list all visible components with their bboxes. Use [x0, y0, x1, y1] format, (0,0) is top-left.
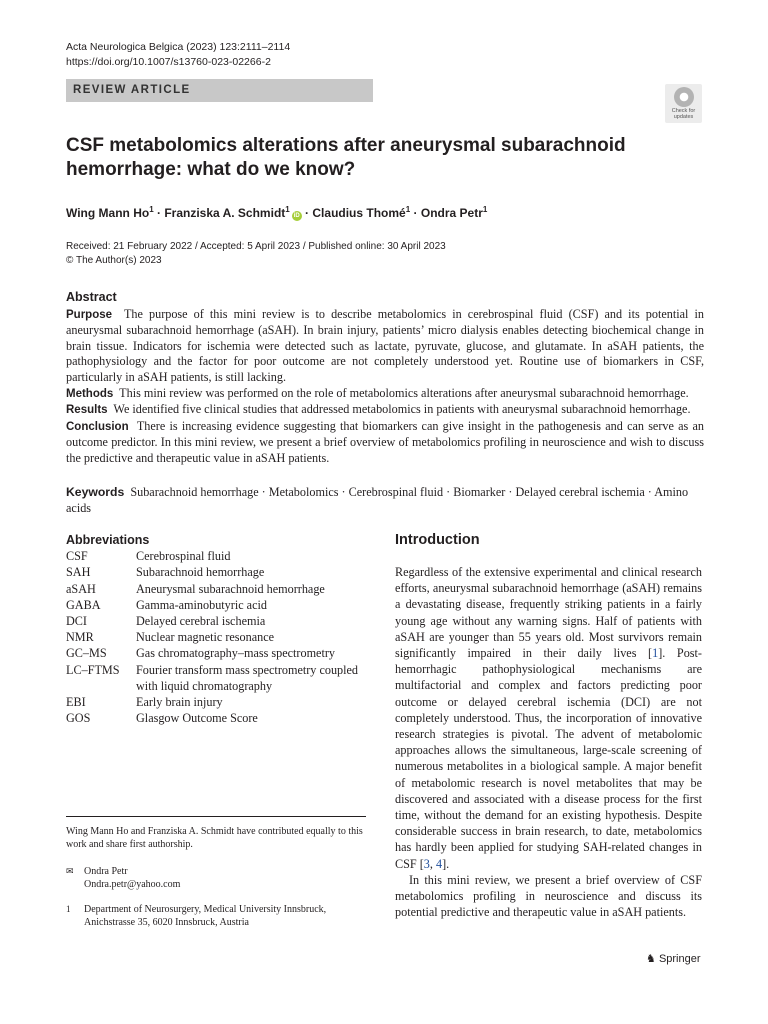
abbreviation-term: CSF — [66, 549, 88, 564]
journal-citation: Acta Neurologica Belgica (2023) 123:2111–2114 — [66, 41, 291, 53]
citation-separator: , — [429, 856, 436, 871]
footnote-divider — [66, 816, 366, 817]
abbreviation-row — [66, 597, 366, 613]
conclusion-label: Conclusion — [66, 420, 129, 433]
abbreviation-definition: Fourier transform mass spectrometry coupled with liquid chromatography — [136, 662, 359, 693]
intro-text: Regardless of the extensive experimental and clinical research efforts, aneurysmal subarachnoid hemorrhage (aSAH) remains a devastating disease, frequently striking patients in a fairly young age without any warning signs. Half of patients with aSAH are younger than 55 years old. Most survivors remain significantly impaired in their daily lives [ — [395, 565, 702, 661]
affiliation-text: Department of Neurosurgery, Medical University Innsbruck, Anichstrasse 35, 6020 Innsbruck, Austria — [84, 904, 327, 928]
abbreviation-definition: Subarachnoid hemorrhage — [136, 565, 265, 580]
check-for-updates-icon — [674, 87, 694, 107]
envelope-icon: ✉ — [66, 866, 74, 876]
abbreviation-definition: Delayed cerebral ischemia — [136, 614, 266, 629]
abbreviation-term: EBI — [66, 695, 86, 710]
abbreviation-term: GC–MS — [66, 646, 107, 661]
author-name[interactable]: Claudius Thomé — [312, 206, 406, 220]
methods-text: This mini review was performed on the role of metabolomics alterations after aneurysmal subarachnoid hemorrhage. — [119, 385, 689, 400]
equal-contribution-footnote: Wing Mann Ho and Franziska A. Schmidt have contributed equally to this work and share first authorship. — [66, 826, 363, 850]
abstract-purpose — [66, 307, 704, 386]
intro-text: ]. — [442, 856, 450, 871]
affiliation-mark: 1 — [405, 205, 411, 214]
affiliation-mark: 1 — [482, 205, 488, 214]
purpose-text: The purpose of this mini review is to describe metabolomics in cerebrospinal fluid (CSF) and its potential in aneurysmal subarachnoid hemorrhage (aSAH). In brain injury, patients’ micro dialysis enables detecting biochemical change in brain tissue. Indicators for ischemia were detected such as lactate, pyruvate, glucose, and glutamate. In aSAH patients, the pathophysiology and the factor for poor outcome are not completely understood yet. Routine use of biomarkers in CSF, particularly in aSAH patients, is still lacking. — [66, 306, 704, 384]
citation-link[interactable]: 3 — [423, 856, 430, 871]
publication-dates — [66, 240, 446, 268]
abbreviation-row — [66, 548, 366, 564]
abbreviation-definition: Glasgow Outcome Score — [136, 711, 258, 726]
abbreviation-term: NMR — [66, 630, 94, 645]
abbreviation-row — [66, 694, 366, 710]
results-text: We identified five clinical studies that addressed metabolomics in patients with aneurysmal subarachnoid hemorrhage. — [113, 402, 691, 417]
citation-link[interactable]: 4 — [435, 856, 443, 871]
affiliation-number: 1 — [66, 904, 71, 914]
abbreviation-row — [66, 564, 366, 580]
history-dates: Received: 21 February 2022 / Accepted: 5 April 2023 / Published online: 30 April 2023 — [66, 241, 446, 252]
introduction-paragraph — [395, 564, 702, 872]
check-updates-line2: updates — [673, 114, 694, 120]
abbreviations-section — [66, 532, 366, 726]
introduction-section — [395, 532, 702, 920]
check-updates-line1: Check for — [671, 108, 696, 114]
conclusion-text: There is increasing evidence suggesting that biomarkers can give insight in the pathogenesis and can serve as an outcome predictor. In this mini review, we present a brief overview of metabolomics profiling in neuroscience and wish to discuss the predictive and therapeutic value in aSAH patients. — [66, 418, 704, 465]
abstract-conclusion — [66, 419, 704, 467]
keywords-section — [66, 485, 704, 516]
abbreviation-term: DCI — [66, 614, 87, 629]
corresponding-email[interactable]: Ondra.petr@yahoo.com — [84, 879, 181, 890]
article-title: CSF metabolomics alterations after aneurysmal subarachnoid hemorrhage: what do we know? — [66, 135, 626, 180]
intro-text: ]. Post-hemorrhagic pathophysiological mechanisms are multifactorial and complex and factors predicting poor outcome or delayed cerebral ischemia (DCI) are not completely understood. Thus, the incorporation of innovative research strategies is pivotal. The advent of metabolomic approaches allows the simultaneous, large-scale screening of numerous metabolites in a biological sample. A major benefit of metabolomic research is novel metabolites that may be discovered and associated with a disease process for the first time, without the demand for an existing hypothesis. Despite considerable success in brain research, to date, metabolomics has hardly been applied for studying SAH-related changes in CSF [ — [395, 646, 702, 871]
abbreviation-definition: Nuclear magnetic resonance — [136, 630, 275, 645]
correspondence — [66, 865, 366, 891]
affiliation-mark: 1 — [149, 205, 154, 214]
author-name[interactable]: Ondra Petr — [420, 206, 483, 220]
affiliation — [66, 903, 366, 929]
abbreviation-row — [66, 581, 366, 597]
orcid-icon[interactable]: iD — [293, 213, 300, 219]
abstract-section — [66, 290, 704, 467]
author-name[interactable]: Franziska A. Schmidt — [164, 206, 286, 220]
purpose-label: Purpose — [66, 308, 113, 321]
publisher-logo — [646, 952, 701, 966]
abbreviation-term: GOS — [66, 711, 91, 726]
abbreviation-term: aSAH — [66, 581, 96, 596]
author-list: Wing Mann $Ho^1$ · Franziska A. Schmidt$^1$iD · Claudius Thomé$^1$ · Ondra Petr$^1$ — [66, 205, 488, 220]
abstract-heading: Abstract — [66, 290, 117, 304]
methods-label: Methods — [66, 387, 114, 400]
introduction-heading: Introduction — [395, 532, 480, 548]
article-type-banner: REVIEW ARTICLE — [66, 79, 373, 102]
corresponding-author: Ondra Petr — [84, 866, 128, 877]
copyright: © The Author(s) 2023 — [66, 255, 162, 266]
abbreviation-row — [66, 710, 366, 726]
abbreviation-definition: Gamma-aminobutyric acid — [136, 597, 267, 612]
abbreviation-term: LC–FTMS — [66, 662, 120, 677]
results-label: Results — [66, 404, 108, 417]
abbreviation-row — [66, 629, 366, 645]
introduction-paragraph: In this mini review, we present a brief overview of CSF metabolomics profiling in neuroscience and discuss its potential predictive and therapeutic value in aSAH patients. — [395, 872, 702, 920]
abbreviation-row — [66, 645, 366, 661]
abbreviation-term: SAH — [66, 565, 91, 580]
check-for-updates-badge[interactable] — [665, 84, 702, 123]
abbreviation-term: GABA — [66, 597, 101, 612]
citation-link[interactable]: 1 — [652, 646, 659, 661]
abstract-results — [66, 402, 704, 419]
abbreviation-definition: Aneurysmal subarachnoid hemorrhage — [136, 581, 325, 596]
publisher-name: Springer — [658, 953, 701, 965]
author-name[interactable]: Wing Mann Ho — [66, 206, 150, 220]
abbreviation-row — [66, 613, 366, 629]
journal-header — [66, 40, 290, 70]
springer-horse-icon: ♞ — [646, 953, 656, 965]
keywords-label: Keywords — [66, 485, 125, 499]
doi-link[interactable]: https://doi.org/10.1007/s13760-023-02266-2 — [66, 56, 271, 68]
abbreviation-row — [66, 662, 366, 694]
affiliation-mark: 1 — [285, 205, 290, 214]
abbreviation-definition: Early brain injury — [136, 695, 223, 710]
abbreviation-definition: Gas chromatography–mass spectrometry — [136, 646, 336, 661]
keywords-text: Subarachnoid hemorrhage · Metabolomics · Cerebrospinal fluid · Biomarker · Delayed cerebral ischemia · Amino acids — [66, 485, 689, 515]
abbreviation-definition: Cerebrospinal fluid — [136, 549, 231, 564]
abstract-methods — [66, 386, 704, 403]
abbreviations-heading: Abbreviations — [66, 533, 150, 547]
